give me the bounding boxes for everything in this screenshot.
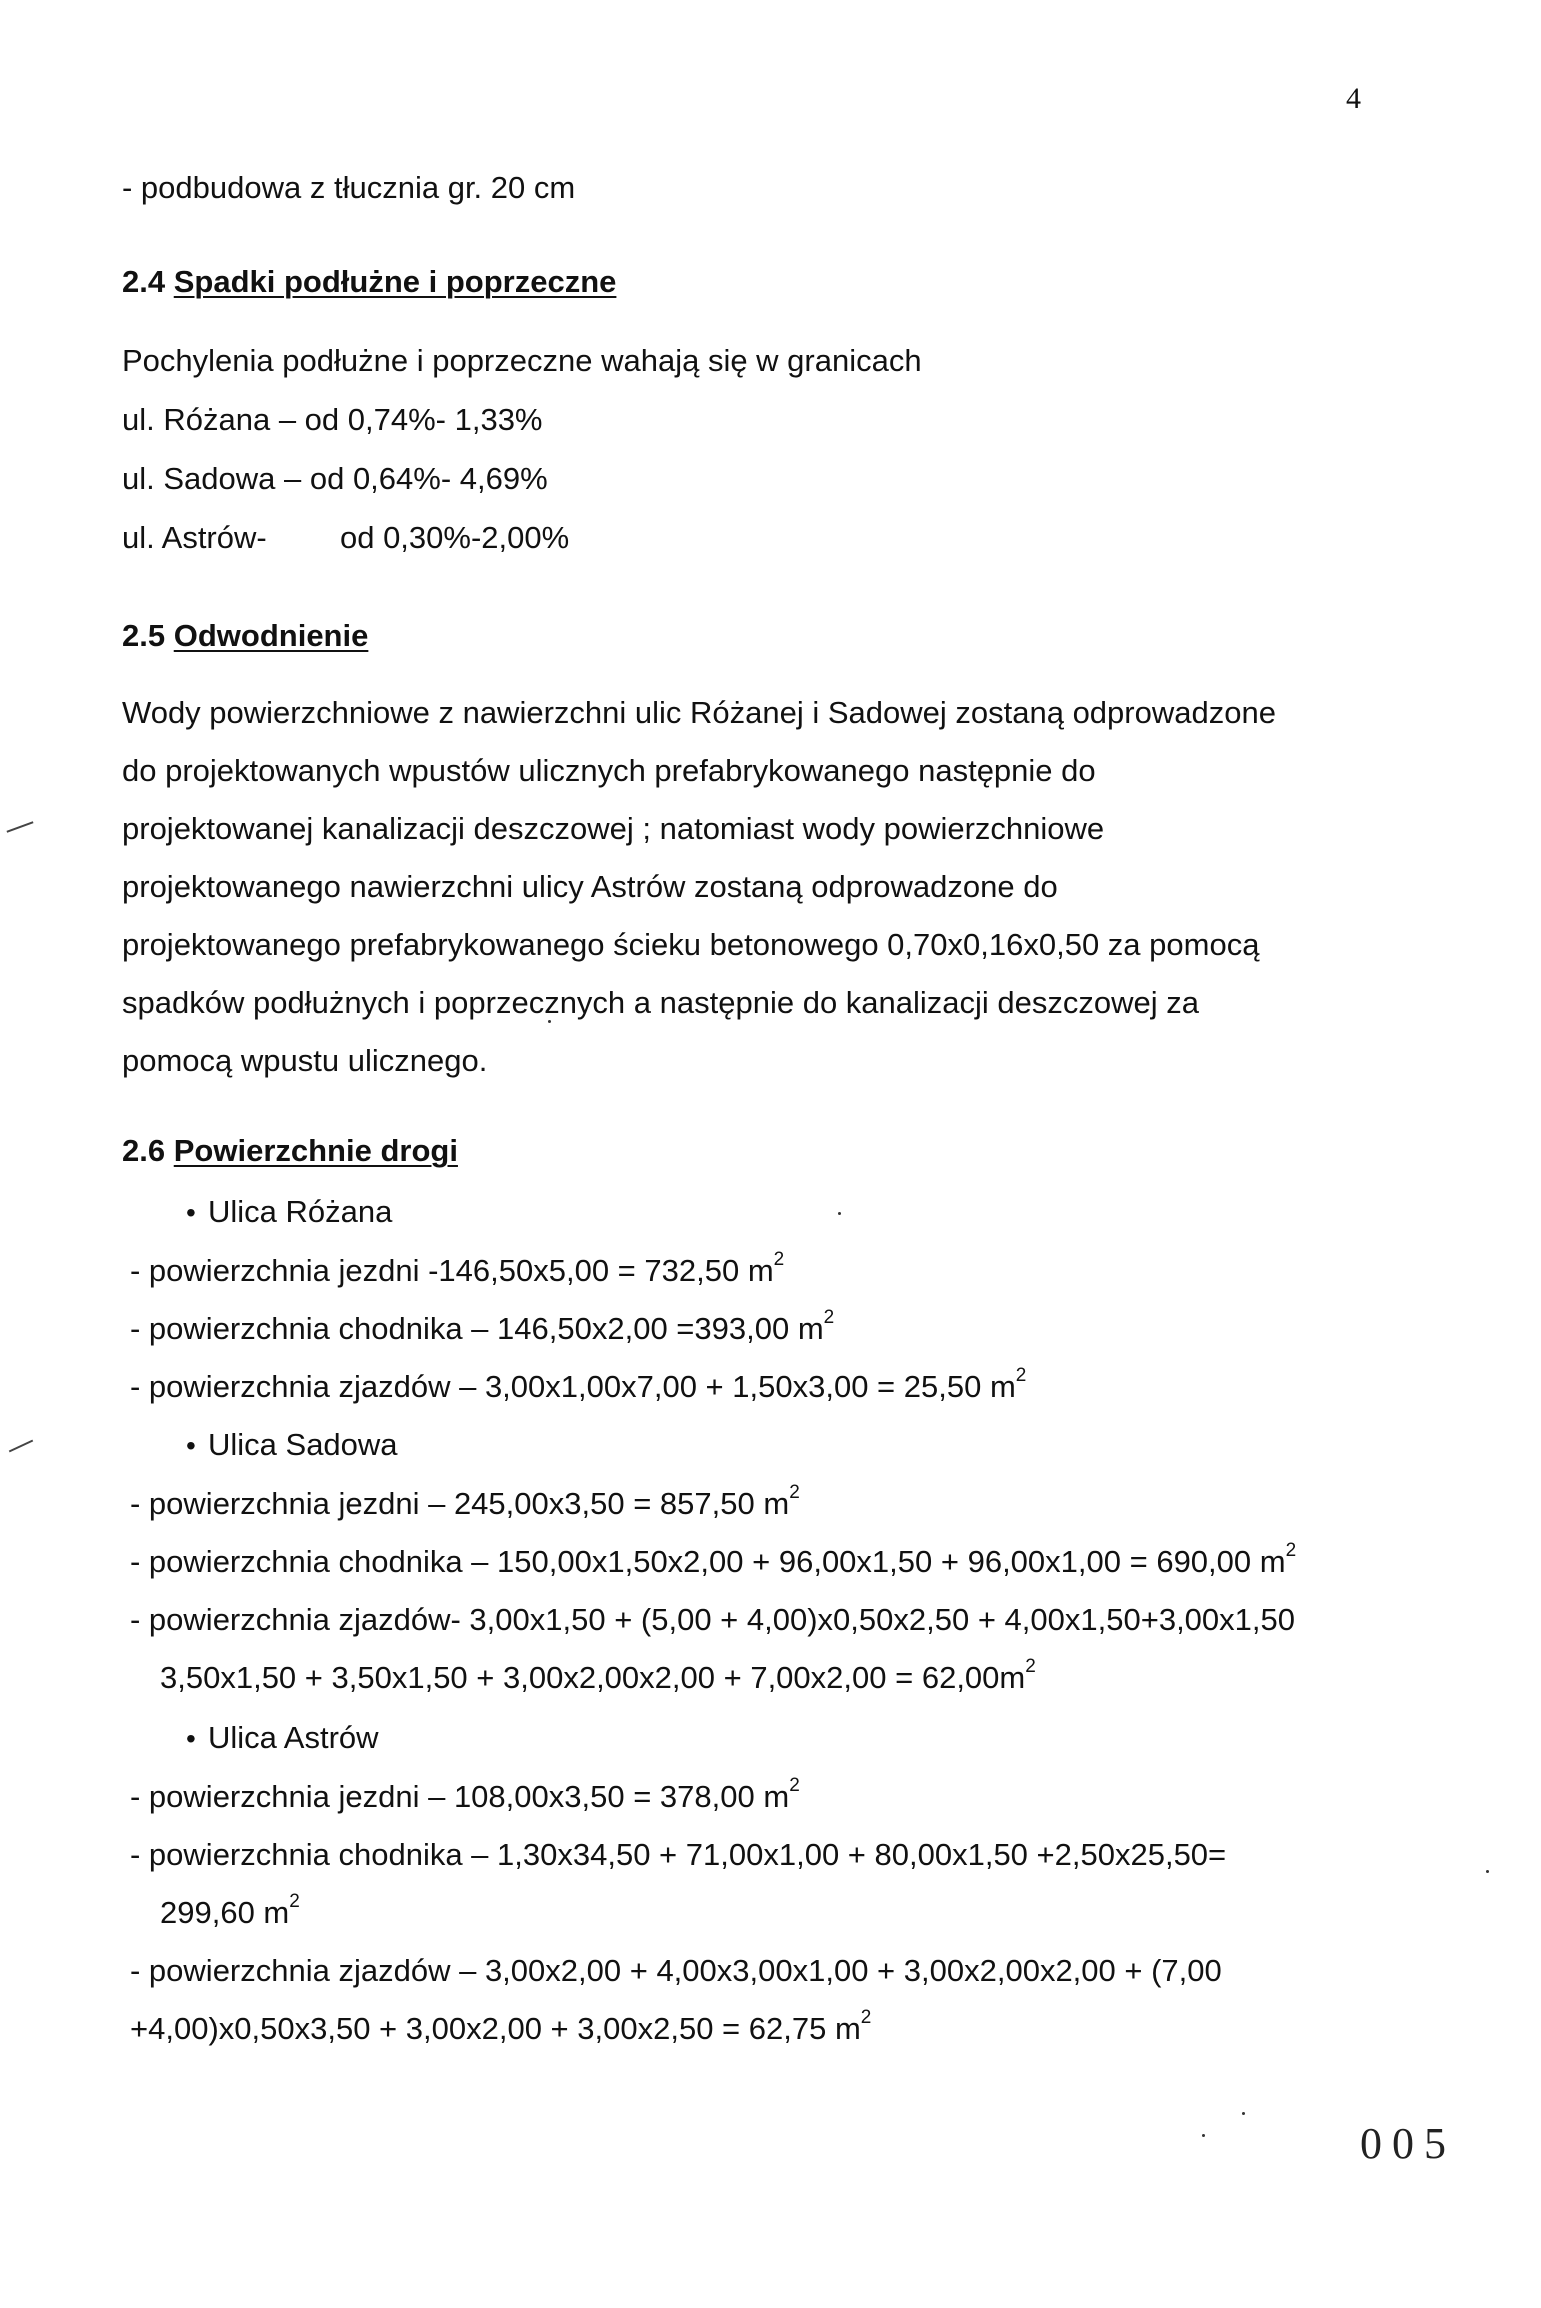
- scan-dot: [838, 1212, 841, 1215]
- area-line: - powierzchnia zjazdów- 3,00x1,50 + (5,00 + 4,00)x0,50x2,50 + 4,00x1,50+3,00x1,50: [130, 1602, 1295, 1637]
- slope-row-rozana: ul. Różana – od 0,74%- 1,33%: [122, 402, 543, 437]
- section-title: Odwodnienie: [173, 618, 369, 653]
- scan-mark: [7, 821, 34, 832]
- area-line: [130, 1365, 1027, 1404]
- bullet-icon: •: [186, 1197, 196, 1228]
- section-title: Spadki podłużne i poprzeczne: [173, 264, 617, 299]
- scan-mark: [9, 1440, 33, 1453]
- area-text: 299,60 m: [160, 1895, 290, 1930]
- section-2-6-heading: [122, 1135, 458, 1166]
- unit-exponent: 2: [860, 2007, 872, 2028]
- unit-exponent: 2: [1025, 1656, 1036, 1677]
- paragraph-line: Pochylenia podłużne i poprzeczne wahają się w granicach: [122, 343, 922, 378]
- street-name: Ulica Różana: [208, 1194, 393, 1229]
- area-line: [130, 1540, 1297, 1579]
- area-line: [130, 1307, 835, 1346]
- street-heading-rozana: [186, 1196, 392, 1227]
- area-line: - powierzchnia chodnika – 1,30x34,50 + 71,00x1,00 + 80,00x1,50 +2,50x25,50=: [130, 1837, 1227, 1872]
- paragraph-line: spadków podłużnych i poprzecznych a następnie do kanalizacji deszczowej za: [122, 985, 1200, 1020]
- unit-exponent: 2: [773, 1249, 785, 1270]
- scan-dot: [1242, 2112, 1245, 2115]
- area-text: +4,00)x0,50x3,50 + 3,00x2,00 + 3,00x2,50 = 62,75 m: [130, 2011, 861, 2046]
- scan-dot: [548, 1020, 551, 1023]
- stamp-number: 005: [1360, 2119, 1456, 2168]
- section-2-5-heading: [122, 620, 368, 651]
- paragraph-line: pomocą wpustu ulicznego.: [122, 1043, 488, 1078]
- area-line: [130, 1249, 785, 1288]
- unit-exponent: 2: [789, 1482, 800, 1503]
- paragraph-line: projektowanej kanalizacji deszczowej ; natomiast wody powierzchniowe: [122, 811, 1105, 846]
- area-line: [130, 1482, 800, 1521]
- area-text: 3,50x1,50 + 3,50x1,50 + 3,00x2,00x2,00 + 7,00x2,00 = 62,00m: [160, 1660, 1026, 1695]
- section-2-4-heading: [122, 266, 616, 297]
- area-text: - powierzchnia jezdni – 245,00x3,50 = 857,50 m: [130, 1486, 790, 1521]
- bullet-icon: •: [186, 1430, 196, 1461]
- street-heading-astrow: [186, 1722, 379, 1753]
- area-line: [160, 1891, 300, 1930]
- unit-exponent: 2: [789, 1775, 800, 1796]
- street-heading-sadowa: [186, 1429, 398, 1460]
- area-line: [130, 2007, 872, 2046]
- bullet-icon: •: [186, 1723, 196, 1754]
- scan-dot: [1202, 2134, 1205, 2137]
- slope-row-astrow: [122, 522, 569, 553]
- paragraph-line: projektowanego nawierzchni ulicy Astrów zostaną odprowadzone do: [122, 869, 1058, 904]
- unit-exponent: 2: [289, 1891, 300, 1912]
- section-title: Powierzchnie drogi: [173, 1133, 458, 1168]
- slope-label: ul. Astrów-: [122, 520, 267, 555]
- area-text: - powierzchnia jezdni – 108,00x3,50 = 378,00 m: [130, 1779, 790, 1814]
- unit-exponent: 2: [823, 1307, 835, 1328]
- area-line: [160, 1656, 1036, 1695]
- paragraph-line: projektowanego prefabrykowanego ścieku betonowego 0,70x0,16x0,50 za pomocą: [122, 927, 1260, 962]
- paragraph-line: Wody powierzchniowe z nawierzchni ulic Różanej i Sadowej zostaną odprowadzone: [122, 695, 1276, 730]
- paragraph-line: do projektowanych wpustów ulicznych prefabrykowanego następnie do: [122, 753, 1096, 788]
- area-text: - powierzchnia chodnika – 146,50x2,00 =393,00 m: [130, 1311, 824, 1346]
- area-text: - powierzchnia chodnika – 150,00x1,50x2,00 + 96,00x1,50 + 96,00x1,00 = 690,00 m: [130, 1544, 1286, 1579]
- area-text: - powierzchnia zjazdów – 3,00x1,00x7,00 + 1,50x3,00 = 25,50 m: [130, 1369, 1016, 1404]
- slope-row-sadowa: ul. Sadowa – od 0,64%- 4,69%: [122, 461, 548, 496]
- scan-dot: [1486, 1870, 1489, 1873]
- unit-exponent: 2: [1285, 1540, 1297, 1561]
- street-name: Ulica Astrów: [208, 1720, 379, 1755]
- unit-exponent: 2: [1015, 1365, 1027, 1386]
- slope-value: od 0,30%-2,00%: [339, 520, 570, 555]
- area-line: - powierzchnia zjazdów – 3,00x2,00 + 4,00x3,00x1,00 + 3,00x2,00x2,00 + (7,00: [130, 1953, 1222, 1988]
- section-number: 2.5: [122, 618, 166, 653]
- intro-line: - podbudowa z tłucznia gr. 20 cm: [122, 170, 576, 205]
- section-number: 2.4: [122, 264, 166, 299]
- area-line: [130, 1775, 800, 1814]
- page-number: 4: [1346, 82, 1361, 115]
- street-name: Ulica Sadowa: [208, 1427, 398, 1462]
- area-text: - powierzchnia jezdni -146,50x5,00 = 732,50 m: [130, 1253, 774, 1288]
- section-number: 2.6: [122, 1133, 166, 1168]
